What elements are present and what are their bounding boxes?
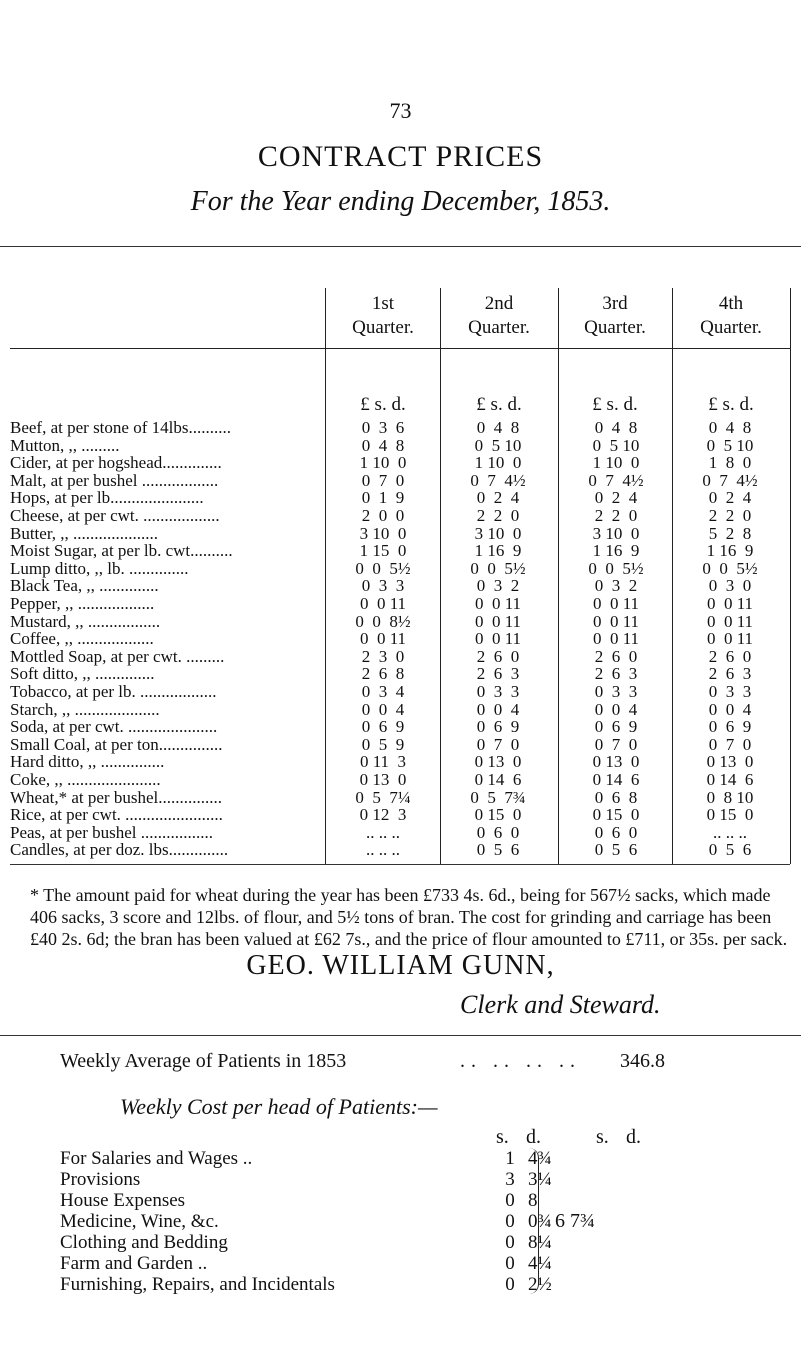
cost-row bbox=[60, 1190, 760, 1212]
price-q2: 0 15 0 bbox=[474, 805, 522, 825]
price-q4: 0 4 8 bbox=[708, 418, 752, 437]
price-q1: 0 6 9 bbox=[361, 717, 405, 737]
price-q3: 0 2 4 bbox=[594, 488, 638, 508]
price-q1: 0 13 0 bbox=[359, 770, 407, 789]
weekly-average-label: Weekly Average of Patients in 1853 bbox=[60, 1050, 347, 1072]
price-q1: 0 4 8 bbox=[361, 435, 405, 455]
unit-header: £ s. d. bbox=[360, 394, 406, 415]
item-label: Beef, at per stone of 14lbs.......... bbox=[10, 418, 231, 437]
price-q4: 0 0 5½ bbox=[702, 558, 758, 578]
unit-header: £ s. d. bbox=[592, 394, 638, 415]
cost-label: Farm and Garden .. bbox=[60, 1253, 208, 1274]
table-row bbox=[0, 682, 801, 701]
cost-row bbox=[60, 1232, 760, 1254]
price-q3: 0 3 3 bbox=[594, 682, 638, 701]
cost-label: House Expenses bbox=[60, 1190, 186, 1211]
table-row bbox=[0, 471, 801, 490]
price-q1: 1 10 0 bbox=[359, 453, 407, 473]
grouping-brace bbox=[528, 1148, 539, 1294]
table-row bbox=[0, 717, 801, 736]
table-row bbox=[0, 752, 801, 771]
price-q1: 2 6 8 bbox=[361, 664, 405, 684]
price-q4: 2 6 0 bbox=[708, 646, 752, 666]
price-q2: 1 16 9 bbox=[474, 541, 522, 561]
price-q3: 0 3 2 bbox=[594, 576, 638, 596]
price-q4: 2 6 3 bbox=[708, 664, 752, 684]
price-q1: .. .. .. bbox=[366, 822, 400, 842]
table-row bbox=[0, 629, 801, 648]
price-q3: 0 7 4½ bbox=[588, 470, 644, 490]
price-q4: 1 8 0 bbox=[708, 453, 752, 473]
col-header-s: s. bbox=[496, 1126, 509, 1148]
table-row bbox=[0, 453, 801, 472]
price-q1: 0 1 9 bbox=[361, 488, 405, 508]
price-q4: 0 6 9 bbox=[708, 717, 752, 737]
quarter-header-1: 1st Quarter. bbox=[352, 293, 414, 338]
item-label: Black Tea, ,, .............. bbox=[10, 576, 159, 596]
price-q1: 2 0 0 bbox=[361, 506, 405, 525]
cost-row bbox=[60, 1211, 760, 1233]
table-row bbox=[0, 418, 801, 437]
price-q4: 0 0 11 bbox=[706, 629, 754, 649]
section-rule bbox=[0, 1035, 801, 1036]
cost-pence: 8 bbox=[528, 1190, 538, 1211]
col-header-total-s: s. bbox=[596, 1126, 609, 1148]
price-q3: 2 6 0 bbox=[594, 646, 638, 666]
table-row bbox=[0, 506, 801, 525]
price-q4: 2 2 0 bbox=[708, 506, 752, 525]
price-q2: 0 7 4½ bbox=[470, 470, 526, 490]
price-q3: 0 5 6 bbox=[594, 840, 638, 860]
price-q1: 0 3 6 bbox=[361, 418, 405, 437]
price-q4: 0 13 0 bbox=[706, 752, 754, 772]
table-row bbox=[0, 823, 801, 842]
price-q2: 2 6 3 bbox=[476, 664, 520, 684]
table-bottom-rule bbox=[10, 864, 790, 865]
table-row bbox=[0, 576, 801, 595]
price-q1: 0 3 3 bbox=[361, 576, 405, 596]
unit-header: £ s. d. bbox=[708, 394, 754, 415]
table-row bbox=[0, 805, 801, 824]
item-label: Pepper, ,, .................. bbox=[10, 594, 155, 613]
cost-label: Clothing and Bedding bbox=[60, 1232, 228, 1253]
price-q1: 0 5 9 bbox=[361, 734, 405, 754]
price-q2: 0 13 0 bbox=[474, 752, 522, 772]
table-row bbox=[0, 559, 801, 578]
price-q1: 0 7 0 bbox=[361, 470, 405, 490]
item-label: Mustard, ,, ................. bbox=[10, 611, 161, 631]
price-q3: 1 16 9 bbox=[592, 541, 640, 561]
item-label: Soft ditto, ,, .............. bbox=[10, 664, 155, 684]
item-label: Moist Sugar, at per lb. cwt.......... bbox=[10, 541, 233, 561]
cost-shillings: 0 bbox=[505, 1190, 515, 1211]
price-q4: 0 7 0 bbox=[708, 734, 752, 754]
item-label: Peas, at per bushel ................. bbox=[10, 822, 214, 842]
price-q3: 0 15 0 bbox=[592, 805, 640, 825]
item-label: Hops, at per lb...................... bbox=[10, 488, 204, 508]
price-q2: 0 0 11 bbox=[474, 594, 522, 613]
price-q3: 0 7 0 bbox=[594, 734, 638, 754]
top-rule bbox=[0, 246, 801, 247]
col-header-d: d. bbox=[526, 1126, 541, 1148]
price-q2: 0 5 10 bbox=[474, 435, 522, 455]
signatory-role: Clerk and Steward. bbox=[460, 990, 661, 1019]
cost-pence: 0¾ bbox=[528, 1211, 552, 1232]
page-subtitle: For the Year ending December, 1853. bbox=[190, 186, 611, 217]
cost-label: For Salaries and Wages .. bbox=[60, 1148, 253, 1169]
header-rule bbox=[325, 348, 790, 349]
price-q3: 0 13 0 bbox=[592, 752, 640, 772]
item-label: Mutton, ,, ......... bbox=[10, 435, 120, 455]
item-label: Cider, at per hogshead.............. bbox=[10, 453, 222, 473]
table-row bbox=[0, 700, 801, 719]
price-q1: 0 0 4 bbox=[361, 699, 405, 719]
price-q2: 0 5 7¾ bbox=[470, 787, 526, 807]
price-q1: 2 3 0 bbox=[361, 646, 405, 666]
cost-shillings: 0 bbox=[505, 1232, 515, 1253]
table-row bbox=[0, 788, 801, 807]
header-rule bbox=[10, 348, 325, 349]
col-header-total-d: d. bbox=[626, 1126, 641, 1148]
price-q3: 1 10 0 bbox=[592, 453, 640, 473]
price-q2: 0 4 8 bbox=[476, 418, 520, 437]
price-q2: 3 10 0 bbox=[474, 523, 522, 543]
price-q2: 0 3 3 bbox=[476, 682, 520, 701]
table-row bbox=[0, 664, 801, 683]
price-q4: 0 14 6 bbox=[706, 770, 754, 789]
price-q3: 0 4 8 bbox=[594, 418, 638, 437]
price-q2: 0 6 0 bbox=[476, 822, 520, 842]
table-row bbox=[0, 436, 801, 455]
price-q2: 0 3 2 bbox=[476, 576, 520, 596]
item-label: Candles, at per doz. lbs.............. bbox=[10, 840, 229, 860]
cost-shillings: 0 bbox=[505, 1211, 515, 1232]
price-q2: 2 2 0 bbox=[476, 506, 520, 525]
price-q3: 0 0 11 bbox=[592, 594, 640, 613]
wheat-footnote: * The amount paid for wheat during the year has been £733 4s. 6d., being for 567½ sacks, which made 406 sacks, 3 score and 12lbs. of flour, and 5½ tons of bran. The cost for grinding and carriage has been £40 2s. 6d; the bran has been valued at £62 7s., and the price of flour amounted to £711, or 35s. per sack. bbox=[30, 885, 788, 949]
price-q4: .. .. .. bbox=[713, 822, 747, 842]
cost-pence: 8¼ bbox=[528, 1232, 552, 1253]
quarter-header-3: 3rd Quarter. bbox=[584, 293, 646, 338]
price-q4: 0 2 4 bbox=[708, 488, 752, 508]
price-q2: 0 0 4 bbox=[476, 699, 520, 719]
table-row bbox=[0, 840, 801, 859]
table-row bbox=[0, 594, 801, 613]
item-label: Coffee, ,, .................. bbox=[10, 629, 154, 649]
item-label: Cheese, at per cwt. .................. bbox=[10, 506, 220, 525]
price-q1: 0 11 3 bbox=[359, 752, 407, 772]
price-q3: 0 6 8 bbox=[594, 787, 638, 807]
quarter-header-2: 2nd Quarter. bbox=[468, 293, 530, 338]
page-title: CONTRACT PRICES bbox=[257, 140, 544, 173]
price-q1: 0 0 5½ bbox=[355, 558, 411, 578]
item-label: Tobacco, at per lb. .................. bbox=[10, 682, 217, 701]
cost-label: Furnishing, Repairs, and Incidentals bbox=[60, 1274, 335, 1295]
price-q4: 0 15 0 bbox=[706, 805, 754, 825]
item-label: Hard ditto, ,, ............... bbox=[10, 752, 165, 772]
price-q4: 0 5 6 bbox=[708, 840, 752, 860]
weekly-cost-heading: Weekly Cost per head of Patients:— bbox=[120, 1094, 438, 1119]
price-q2: 0 0 11 bbox=[474, 611, 522, 631]
item-label: Lump ditto, ,, lb. .............. bbox=[10, 558, 189, 578]
cost-row bbox=[60, 1148, 760, 1170]
price-q3: 3 10 0 bbox=[592, 523, 640, 543]
weekly-average-value: 346.8 bbox=[620, 1050, 665, 1072]
price-q3: 0 14 6 bbox=[592, 770, 640, 789]
price-q4: 1 16 9 bbox=[706, 541, 754, 561]
item-label: Starch, ,, .................... bbox=[10, 699, 160, 719]
table-row bbox=[0, 612, 801, 631]
price-q1: 0 0 11 bbox=[359, 594, 407, 613]
cost-shillings: 3 bbox=[505, 1169, 515, 1190]
item-label: Butter, ,, .................... bbox=[10, 523, 159, 543]
price-q4: 0 8 10 bbox=[706, 787, 754, 807]
price-q3: 0 5 10 bbox=[592, 435, 640, 455]
table-row bbox=[0, 488, 801, 507]
cost-shillings: 0 bbox=[505, 1274, 515, 1295]
table-row bbox=[0, 541, 801, 560]
weekly-cost-total: 6 7¾ bbox=[555, 1210, 595, 1232]
price-q2: 1 10 0 bbox=[474, 453, 522, 473]
price-q2: 0 2 4 bbox=[476, 488, 520, 508]
item-label: Mottled Soap, at per cwt. ......... bbox=[10, 646, 225, 666]
page-number: 73 bbox=[389, 98, 412, 123]
price-q1: 0 0 8½ bbox=[355, 611, 411, 631]
item-label: Rice, at per cwt. ....................... bbox=[10, 805, 223, 825]
cost-shillings: 1 bbox=[505, 1148, 515, 1169]
cost-pence: 3¼ bbox=[528, 1169, 552, 1190]
leader-dots: .. .. .. .. bbox=[460, 1050, 581, 1072]
price-q4: 0 7 4½ bbox=[702, 470, 758, 490]
price-q4: 0 5 10 bbox=[706, 435, 754, 455]
price-q3: 2 2 0 bbox=[594, 506, 638, 525]
price-q3: 0 6 9 bbox=[594, 717, 638, 737]
cost-row bbox=[60, 1253, 760, 1275]
price-q2: 0 5 6 bbox=[476, 840, 520, 860]
signatory-name: GEO. WILLIAM GUNN, bbox=[246, 950, 555, 981]
cost-pence: 4¼ bbox=[528, 1253, 552, 1274]
price-q2: 0 0 11 bbox=[474, 629, 522, 649]
cost-row bbox=[60, 1169, 760, 1191]
price-q2: 0 7 0 bbox=[476, 734, 520, 754]
cost-shillings: 0 bbox=[505, 1253, 515, 1274]
cost-label: Provisions bbox=[60, 1169, 141, 1190]
item-label: Soda, at per cwt. ..................... bbox=[10, 717, 218, 737]
item-label: Malt, at per bushel .................. bbox=[10, 470, 219, 490]
price-q4: 0 0 11 bbox=[706, 594, 754, 613]
price-q3: 0 0 11 bbox=[592, 611, 640, 631]
item-label: Wheat,* at per bushel............... bbox=[10, 787, 222, 807]
price-q1: 1 15 0 bbox=[359, 541, 407, 561]
unit-header: £ s. d. bbox=[476, 394, 522, 415]
price-q1: 0 5 7¼ bbox=[355, 787, 411, 807]
item-label: Small Coal, at per ton............... bbox=[10, 734, 223, 754]
price-q1: 0 12 3 bbox=[359, 805, 407, 825]
price-q4: 5 2 8 bbox=[708, 523, 752, 543]
price-q2: 2 6 0 bbox=[476, 646, 520, 666]
cost-pence: 4¾ bbox=[528, 1148, 552, 1169]
price-q4: 0 3 0 bbox=[708, 576, 752, 596]
cost-row bbox=[60, 1274, 760, 1296]
price-q3: 0 0 11 bbox=[592, 629, 640, 649]
price-q1: 0 0 11 bbox=[359, 629, 407, 649]
price-q3: 0 0 4 bbox=[594, 699, 638, 719]
price-q2: 0 0 5½ bbox=[470, 558, 526, 578]
price-q3: 2 6 3 bbox=[594, 664, 638, 684]
price-q2: 0 6 9 bbox=[476, 717, 520, 737]
cost-label: Medicine, Wine, &c. bbox=[60, 1211, 219, 1232]
table-row bbox=[0, 647, 801, 666]
quarter-header-4: 4th Quarter. bbox=[700, 293, 762, 338]
price-q4: 0 0 4 bbox=[708, 699, 752, 719]
cost-pence: 2½ bbox=[528, 1274, 552, 1295]
price-q3: 0 6 0 bbox=[594, 822, 638, 842]
price-q1: .. .. .. bbox=[366, 840, 400, 860]
table-row bbox=[0, 524, 801, 543]
price-q2: 0 14 6 bbox=[474, 770, 522, 789]
item-label: Coke, ,, ...................... bbox=[10, 770, 161, 789]
table-row bbox=[0, 735, 801, 754]
price-q3: 0 0 5½ bbox=[588, 558, 644, 578]
price-q1: 0 3 4 bbox=[361, 682, 405, 701]
price-q4: 0 3 3 bbox=[708, 682, 752, 701]
price-q4: 0 0 11 bbox=[706, 611, 754, 631]
price-q1: 3 10 0 bbox=[359, 523, 407, 543]
table-row bbox=[0, 770, 801, 789]
